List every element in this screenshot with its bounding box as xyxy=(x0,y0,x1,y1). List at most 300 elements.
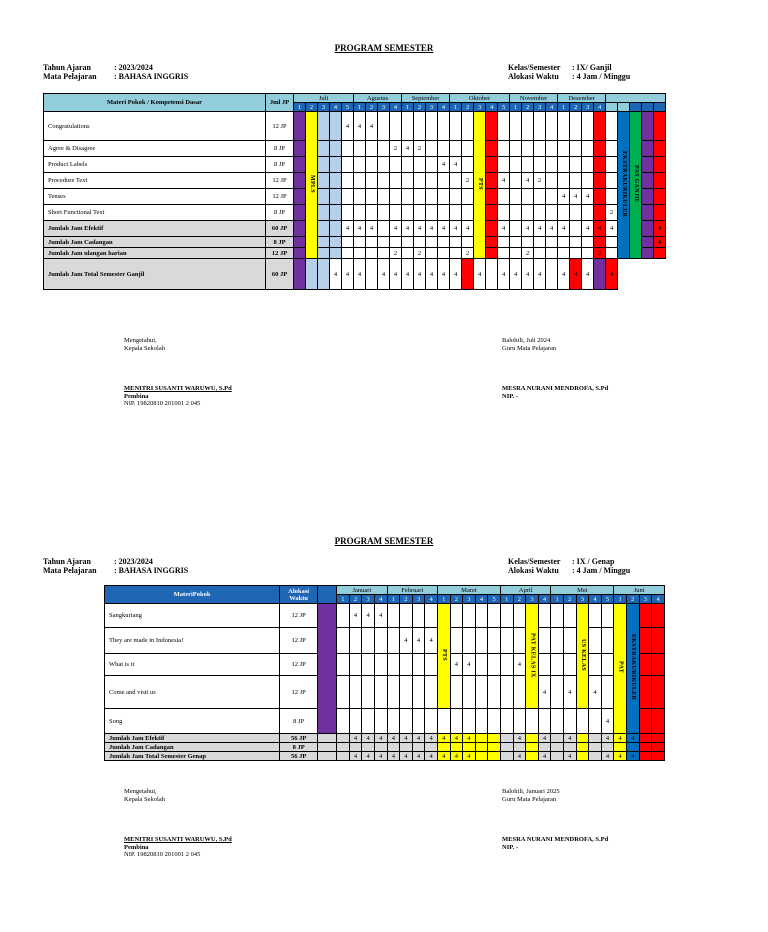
total-row xyxy=(44,237,666,248)
week-cell: 4 xyxy=(589,676,602,709)
principal-name: MENITRI SUSANTI WARUWU, S.Pd xyxy=(124,836,232,843)
week-cell xyxy=(463,709,476,734)
jp-cell: 8 JP xyxy=(266,141,294,157)
week-cell xyxy=(475,654,488,676)
week-cell xyxy=(570,112,582,141)
total-week-cell: 4 xyxy=(354,221,366,237)
month-header: Juni xyxy=(614,586,665,595)
week-cell xyxy=(387,676,400,709)
total-week-cell: 4 xyxy=(437,734,450,743)
total-label: Jumlah Jam Total Semester Ganjil xyxy=(44,259,266,290)
week-cell xyxy=(362,709,375,734)
week-cell xyxy=(330,205,342,221)
week-cell xyxy=(366,157,378,173)
week-cell xyxy=(513,604,526,628)
week-cell xyxy=(486,141,498,157)
total-week-cell: 4 xyxy=(402,221,414,237)
teacher-nip: NIP. - xyxy=(502,843,519,851)
week-cell xyxy=(437,709,450,734)
total-week-cell xyxy=(534,248,546,259)
total-week-cell xyxy=(526,743,539,752)
pat-label: PAT xyxy=(617,661,624,674)
total-week-cell: 4 xyxy=(349,734,362,743)
week-cell xyxy=(330,112,342,141)
week-cell: 2 xyxy=(534,173,546,189)
purple-band xyxy=(318,604,337,734)
total-week-cell xyxy=(510,237,522,248)
value-mata-pelajaran: : BAHASA INGGRIS xyxy=(114,566,189,575)
total-week-cell xyxy=(498,237,510,248)
week-cell xyxy=(601,654,614,676)
materi-cell: Agree & Disagree xyxy=(44,141,266,157)
total-jp: 60 JP xyxy=(266,259,294,290)
month-header: Juli xyxy=(294,94,354,103)
total-week-cell: 4 xyxy=(450,259,462,290)
week-cell xyxy=(606,189,618,205)
total-week-cell xyxy=(378,221,390,237)
week-cell xyxy=(414,205,426,221)
week-cell xyxy=(390,112,402,141)
doc1-signature-left xyxy=(124,337,232,408)
week-cell xyxy=(582,112,594,141)
table-row xyxy=(44,173,666,189)
total-week-cell xyxy=(606,248,618,259)
week-cell xyxy=(510,189,522,205)
week-cell xyxy=(366,205,378,221)
week-cell xyxy=(450,112,462,141)
week-cell xyxy=(349,676,362,709)
teacher-name: MESRA NURANI MENDROFA, S.Pd xyxy=(502,385,609,392)
week-cell: 4 xyxy=(498,173,510,189)
week-cell xyxy=(510,173,522,189)
total-week-cell xyxy=(337,734,350,743)
week-cell xyxy=(500,604,513,628)
label-tahun-ajaran: Tahun Ajaran xyxy=(43,63,91,72)
week-cell xyxy=(551,709,564,734)
principal-role: Pembina xyxy=(124,392,149,400)
month-header: September xyxy=(402,94,450,103)
week-cell xyxy=(387,654,400,676)
total-week-cell xyxy=(330,221,342,237)
jp-cell: 12 JP xyxy=(266,173,294,189)
week-cell xyxy=(498,112,510,141)
total-week-cell: 4 xyxy=(498,221,510,237)
week-cell xyxy=(563,628,576,654)
total-week-cell xyxy=(526,734,539,743)
total-week-cell: 4 xyxy=(654,221,666,237)
total-label: Jumlah Jam ulangan harian xyxy=(44,248,266,259)
kepala-sekolah-text: Kepala Sekolah xyxy=(124,344,165,352)
week-cell xyxy=(374,709,387,734)
total-week-cell xyxy=(294,259,306,290)
week-cell xyxy=(337,604,350,628)
materi-cell: Sangkuriang xyxy=(105,604,280,628)
week-cell xyxy=(642,205,654,221)
total-week-cell xyxy=(318,248,330,259)
week-header: 2 xyxy=(306,103,318,112)
total-week-cell: 4 xyxy=(513,752,526,761)
total-week-cell xyxy=(522,237,534,248)
week-cell: 4 xyxy=(354,112,366,141)
week-cell xyxy=(450,676,463,709)
total-week-cell xyxy=(294,237,306,248)
doc1-schedule-table xyxy=(43,93,666,290)
week-cell xyxy=(500,709,513,734)
week-cell xyxy=(342,205,354,221)
week-cell: 2 xyxy=(606,205,618,221)
week-header: 3 xyxy=(412,595,425,604)
week-cell xyxy=(294,205,306,221)
week-cell xyxy=(570,141,582,157)
week-cell: 4 xyxy=(538,676,551,709)
spacer-cell xyxy=(318,586,337,604)
total-week-cell xyxy=(558,248,570,259)
materi-cell: Procedure Text xyxy=(44,173,266,189)
total-row xyxy=(105,734,665,743)
week-cell xyxy=(589,709,602,734)
week-cell xyxy=(546,157,558,173)
week-cell xyxy=(488,654,501,676)
week-cell: 4 xyxy=(558,189,570,205)
week-header: 3 xyxy=(582,103,594,112)
week-cell xyxy=(294,112,306,141)
week-cell xyxy=(378,141,390,157)
week-cell xyxy=(349,628,362,654)
week-cell xyxy=(342,157,354,173)
total-week-cell: 4 xyxy=(378,259,390,290)
week-header: 2 xyxy=(400,595,413,604)
week-cell: 4 xyxy=(425,628,438,654)
total-week-cell xyxy=(526,752,539,761)
total-week-cell: 4 xyxy=(374,734,387,743)
week-cell xyxy=(463,604,476,628)
month-header: Februari xyxy=(387,586,437,595)
total-week-cell xyxy=(412,743,425,752)
total-week-cell: 4 xyxy=(374,752,387,761)
total-week-cell: 4 xyxy=(463,752,476,761)
us-cell xyxy=(576,604,589,709)
pts-label: PTS xyxy=(477,178,484,190)
total-spacer xyxy=(318,743,337,752)
week-header: 2 xyxy=(366,103,378,112)
week-header: 4 xyxy=(475,595,488,604)
total-week-cell: 4 xyxy=(558,221,570,237)
week-cell xyxy=(582,157,594,173)
week-cell xyxy=(374,676,387,709)
total-week-cell xyxy=(378,248,390,259)
week-cell: 4 xyxy=(513,654,526,676)
week-header: 4 xyxy=(652,595,665,604)
total-week-cell: 4 xyxy=(414,259,426,290)
alokasi-cell: 12 JP xyxy=(280,654,318,676)
month-spacer xyxy=(606,94,666,103)
week-cell xyxy=(486,205,498,221)
week-cell xyxy=(366,173,378,189)
total-week-cell: 4 xyxy=(582,221,594,237)
week-cell: 4 xyxy=(563,676,576,709)
week-cell xyxy=(378,112,390,141)
principal-name: MENITRI SUSANTI WARUWU, S.Pd xyxy=(124,385,232,392)
week-cell xyxy=(486,157,498,173)
week-header: 4 xyxy=(589,595,602,604)
week-cell xyxy=(318,157,330,173)
week-cell xyxy=(498,141,510,157)
table-row xyxy=(44,141,666,157)
total-week-cell: 4 xyxy=(349,752,362,761)
doc1-title: PROGRAM SEMESTER xyxy=(334,43,434,53)
week-cell xyxy=(654,157,666,173)
total-week-cell xyxy=(639,743,652,752)
week-cell xyxy=(513,628,526,654)
total-week-cell xyxy=(654,248,666,259)
value-alokasi-waktu: : 4 Jam / Minggu xyxy=(572,566,631,575)
total-week-cell xyxy=(589,734,602,743)
week-header: 4 xyxy=(330,103,342,112)
place-date-text: Balohili, Januari 2025 xyxy=(502,788,560,795)
week-cell xyxy=(500,654,513,676)
week-cell xyxy=(390,189,402,205)
week-cell xyxy=(510,112,522,141)
week-cell xyxy=(426,112,438,141)
week-cell xyxy=(546,205,558,221)
total-week-cell xyxy=(488,743,501,752)
total-week-cell xyxy=(614,743,627,752)
week-cell xyxy=(546,189,558,205)
value-alokasi-waktu: : 4 Jam / Minggu xyxy=(572,72,631,81)
total-week-cell: 4 xyxy=(474,259,486,290)
total-label: Jumlah Jam Cadangan xyxy=(105,743,280,752)
week-cell xyxy=(606,112,618,141)
total-week-cell xyxy=(342,248,354,259)
total-label: Jumlah Jam Efektif xyxy=(105,734,280,743)
week-cell xyxy=(652,604,665,628)
place-date-text: Balohili, Juli 2024 xyxy=(502,337,551,344)
week-header: 2 xyxy=(563,595,576,604)
week-cell xyxy=(534,189,546,205)
total-week-cell: 4 xyxy=(654,237,666,248)
label-kelas-semester: Kelas/Semester xyxy=(508,63,561,72)
jp-cell: 12 JP xyxy=(266,189,294,205)
week-cell xyxy=(551,676,564,709)
total-week-cell: 4 xyxy=(558,259,570,290)
week-cell xyxy=(462,189,474,205)
week-cell xyxy=(534,157,546,173)
total-week-cell xyxy=(354,237,366,248)
total-week-cell: 4 xyxy=(582,259,594,290)
week-cell xyxy=(642,141,654,157)
total-week-cell xyxy=(546,237,558,248)
guru-text: Guru Mata Pelajaran xyxy=(502,344,557,352)
week-cell xyxy=(488,676,501,709)
week-cell xyxy=(342,173,354,189)
materi-cell: Song xyxy=(105,709,280,734)
column-header-jml: Jml JP xyxy=(266,94,294,112)
week-cell xyxy=(594,112,606,141)
pas-label: PAS GANJIL xyxy=(633,164,640,204)
total-week-cell xyxy=(510,248,522,259)
week-cell: 4 xyxy=(450,157,462,173)
week-cell xyxy=(654,205,666,221)
doc2-signature-left xyxy=(124,788,232,859)
week-cell xyxy=(450,709,463,734)
pts-cell xyxy=(474,112,486,259)
total-week-cell xyxy=(538,743,551,752)
week-cell: 4 xyxy=(400,628,413,654)
week-cell xyxy=(582,205,594,221)
total-week-cell: 4 xyxy=(450,221,462,237)
week-cell xyxy=(414,112,426,141)
mpls-label: MPLS xyxy=(309,175,315,193)
total-week-cell xyxy=(330,248,342,259)
total-jp: 60 JP xyxy=(266,221,294,237)
total-week-cell xyxy=(510,221,522,237)
week-header xyxy=(654,103,666,112)
total-week-cell xyxy=(318,221,330,237)
jp-cell: 8 JP xyxy=(266,205,294,221)
total-week-cell xyxy=(642,237,654,248)
week-cell xyxy=(330,173,342,189)
week-header: 1 xyxy=(450,103,462,112)
total-week-cell: 4 xyxy=(606,221,618,237)
total-week-cell xyxy=(576,734,589,743)
week-cell: 4 xyxy=(438,157,450,173)
week-cell xyxy=(412,709,425,734)
alokasi-cell: 12 JP xyxy=(280,628,318,654)
week-cell xyxy=(354,173,366,189)
week-cell xyxy=(414,173,426,189)
total-week-cell: 2 xyxy=(594,248,606,259)
week-cell xyxy=(425,709,438,734)
pts-label: PTS xyxy=(441,649,448,661)
week-header: 4 xyxy=(594,103,606,112)
month-header: April xyxy=(500,586,550,595)
total-row xyxy=(105,752,665,761)
week-cell xyxy=(551,654,564,676)
week-cell xyxy=(462,112,474,141)
week-cell xyxy=(538,628,551,654)
total-week-cell: 4 xyxy=(450,734,463,743)
week-header: 2 xyxy=(522,103,534,112)
week-cell xyxy=(594,189,606,205)
week-cell xyxy=(438,112,450,141)
label-alokasi-waktu: Alokasi Waktu xyxy=(508,566,559,575)
week-cell: 4 xyxy=(374,604,387,628)
week-cell xyxy=(294,173,306,189)
week-header: 4 xyxy=(486,103,498,112)
week-cell xyxy=(337,676,350,709)
week-cell xyxy=(425,654,438,676)
week-header: 1 xyxy=(500,595,513,604)
week-cell xyxy=(551,604,564,628)
mpls-cell xyxy=(306,112,318,259)
week-header: 4 xyxy=(425,595,438,604)
week-cell xyxy=(639,628,652,654)
total-week-cell xyxy=(475,743,488,752)
total-week-cell: 4 xyxy=(390,221,402,237)
week-cell xyxy=(342,141,354,157)
week-cell xyxy=(558,141,570,157)
week-cell xyxy=(330,189,342,205)
total-week-cell: 4 xyxy=(626,752,639,761)
table-row xyxy=(44,205,666,221)
week-cell xyxy=(412,676,425,709)
week-cell xyxy=(387,604,400,628)
week-cell xyxy=(438,189,450,205)
week-cell xyxy=(387,628,400,654)
week-cell: 4 xyxy=(366,112,378,141)
total-week-cell xyxy=(400,743,413,752)
week-cell xyxy=(486,173,498,189)
month-header: Mei xyxy=(551,586,614,595)
week-header: 2 xyxy=(462,103,474,112)
doc2-schedule-table xyxy=(104,585,665,761)
week-cell xyxy=(390,205,402,221)
mengetahui-text: Mengetahui, xyxy=(124,788,157,795)
week-cell xyxy=(558,173,570,189)
week-header xyxy=(630,103,642,112)
week-cell xyxy=(378,173,390,189)
total-spacer xyxy=(318,734,337,743)
week-cell: 4 xyxy=(362,604,375,628)
week-cell xyxy=(475,676,488,709)
week-cell xyxy=(522,205,534,221)
total-week-cell xyxy=(342,237,354,248)
guru-text: Guru Mata Pelajaran xyxy=(502,795,557,803)
week-cell xyxy=(354,189,366,205)
week-cell: 4 xyxy=(412,628,425,654)
week-cell xyxy=(318,205,330,221)
week-cell xyxy=(538,604,551,628)
week-header: 3 xyxy=(463,595,476,604)
week-cell xyxy=(318,112,330,141)
week-header: 1 xyxy=(354,103,366,112)
value-kelas-semester: : IX / Genap xyxy=(572,557,615,566)
week-cell xyxy=(526,709,539,734)
label-alokasi-waktu: Alokasi Waktu xyxy=(508,72,559,81)
week-cell xyxy=(402,157,414,173)
week-header xyxy=(642,103,654,112)
week-cell xyxy=(654,189,666,205)
total-week-cell: 4 xyxy=(626,734,639,743)
month-header: Agustus xyxy=(354,94,402,103)
week-cell xyxy=(498,205,510,221)
doc2-header-left xyxy=(43,557,188,575)
pat-cell xyxy=(526,604,539,709)
total-week-cell xyxy=(387,743,400,752)
week-header: 3 xyxy=(474,103,486,112)
week-cell xyxy=(606,141,618,157)
value-mata-pelajaran: : BAHASA INGGRIS xyxy=(114,72,189,81)
week-cell xyxy=(570,205,582,221)
month-header: Januari xyxy=(337,586,387,595)
total-jp: 8 JP xyxy=(266,237,294,248)
total-week-cell xyxy=(426,237,438,248)
week-cell xyxy=(558,205,570,221)
week-cell: 4 xyxy=(570,189,582,205)
week-header: 1 xyxy=(437,595,450,604)
total-week-cell: 4 xyxy=(330,259,342,290)
week-cell xyxy=(426,157,438,173)
total-week-cell: 4 xyxy=(362,734,375,743)
week-cell xyxy=(642,157,654,173)
week-cell xyxy=(374,654,387,676)
week-cell xyxy=(330,157,342,173)
kepala-sekolah-text: Kepala Sekolah xyxy=(124,795,165,803)
week-cell xyxy=(486,189,498,205)
total-week-cell: 4 xyxy=(538,752,551,761)
total-week-cell xyxy=(652,743,665,752)
week-cell xyxy=(652,676,665,709)
